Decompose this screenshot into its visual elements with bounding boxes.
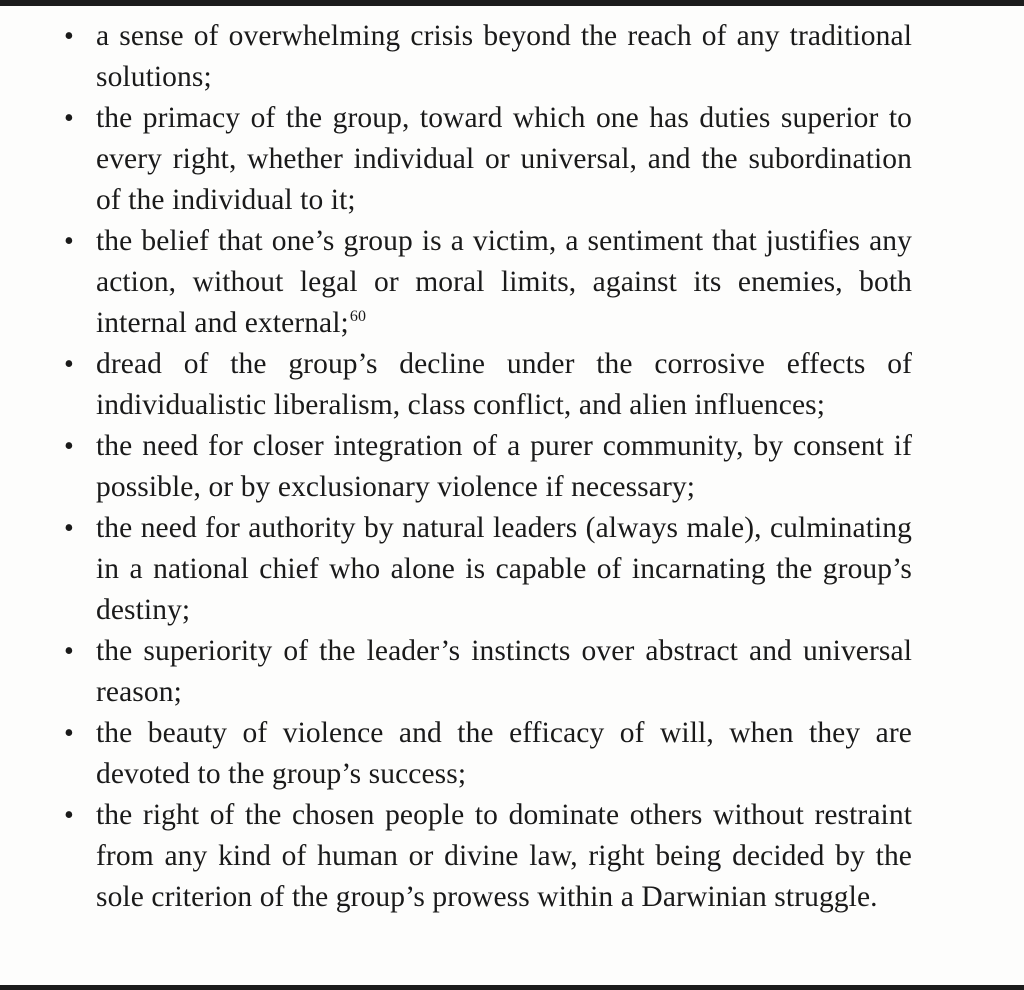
bullet-icon: • [64, 800, 74, 831]
list-item [0, 221, 912, 344]
bullet-icon: • [64, 103, 74, 134]
list-item [0, 508, 912, 631]
list-item [0, 631, 912, 713]
bullet-icon: • [64, 226, 74, 257]
list-item-text: the right of the chosen people to dominate others without restraint from any kind of human or divine law, right being decided by the sole criterion of the group’s prowess within a Darwinian struggle. [96, 799, 912, 913]
bullet-icon: • [64, 513, 74, 544]
list-item [0, 98, 912, 221]
list-item-text: the need for closer integration of a purer community, by consent if possible, or by exclusionary violence if necessary; [96, 430, 912, 503]
bottom-border [0, 985, 1024, 990]
list-item-text: the need for authority by natural leaders (always male), culminating in a national chief who alone is capable of incarnating the group’s destiny; [96, 512, 912, 626]
list-item [0, 426, 912, 508]
bullet-icon: • [64, 636, 74, 667]
list-item [0, 344, 912, 426]
list-item-text: the superiority of the leader’s instincts over abstract and universal reason; [96, 635, 912, 708]
list-item-text: a sense of overwhelming crisis beyond the reach of any traditional solutions; [96, 20, 912, 93]
footnote-marker: 60 [349, 308, 367, 326]
bullet-list [0, 16, 1024, 918]
list-item-text: the primacy of the group, toward which one has duties superior to every right, whether individual or universal, and the subordination of the individual to it; [96, 102, 912, 216]
top-border [0, 0, 1024, 6]
list-item-text: the belief that one’s group is a victim, a sentiment that justifies any action, without legal or moral limits, against its enemies, both internal and external; [96, 225, 912, 339]
bullet-icon: • [64, 431, 74, 462]
bullet-icon: • [64, 349, 74, 380]
list-item [0, 795, 912, 918]
list-item-text: dread of the group’s decline under the corrosive effects of individualistic liberalism, class conflict, and alien influences; [96, 348, 912, 421]
list-item-text: the beauty of violence and the efficacy of will, when they are devoted to the group’s success; [96, 717, 912, 790]
bullet-icon: • [64, 718, 74, 749]
list-item [0, 16, 912, 98]
list-item [0, 713, 912, 795]
bullet-icon: • [64, 21, 74, 52]
